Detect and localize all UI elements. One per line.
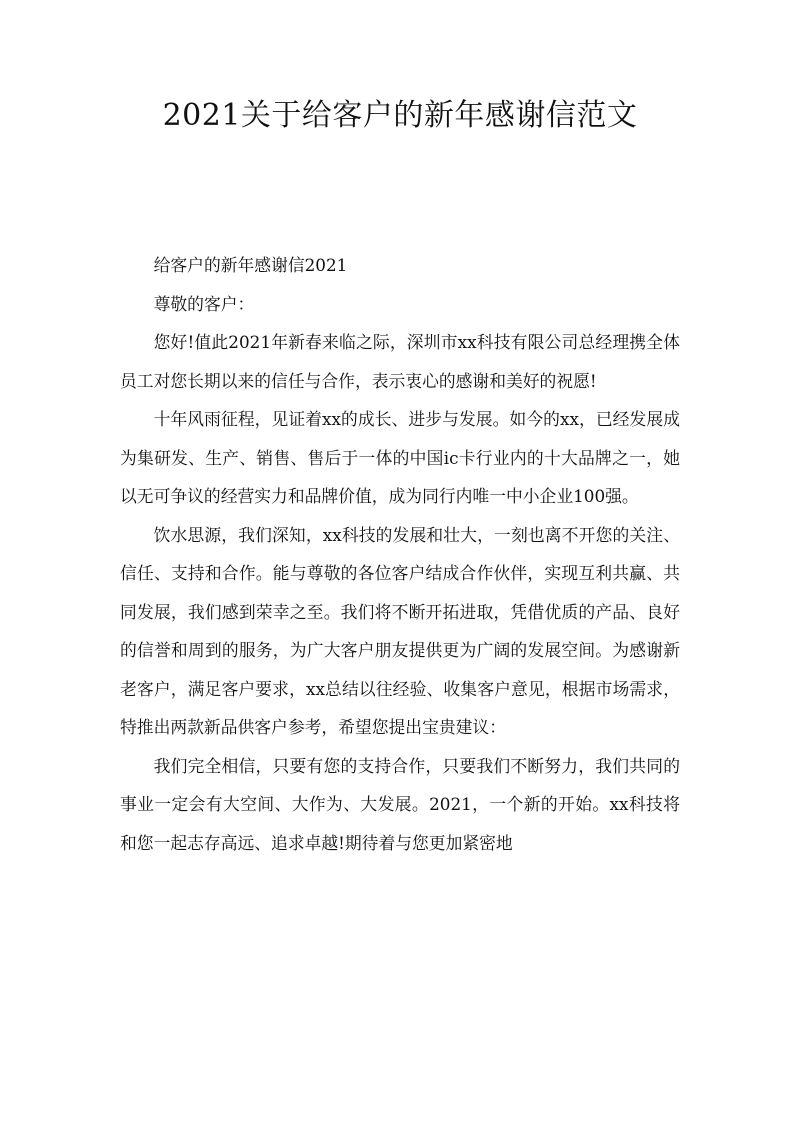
document-title: 2021关于给客户的新年感谢信范文	[162, 98, 638, 133]
paragraph-greeting: 您好!值此2021年新春来临之际，深圳市xx科技有限公司总经理携全体员工对您长期以来的信任与合作，表示衷心的感谢和美好的祝愿!	[120, 332, 680, 391]
paragraph-history: 十年风雨征程，见证着xx的成长、进步与发展。如今的xx，已经发展成为集研发、生产、销售、售后于一体的中国ic卡行业内的十大品牌之一，她以无可争议的经营实力和品牌价值，成为同行内唯一中小企业100强。	[120, 409, 680, 506]
paragraph-gratitude: 饮水思源，我们深知，xx科技的发展和壮大，一刻也离不开您的关注、信任、支持和合作。能与尊敬的各位客户结成合作伙伴，实现互利共赢、共同发展，我们感到荣幸之至。我们将不断开拓进取，凭借优质的产品、良好的信誉和周到的服务，为广大客户朋友提供更为广阔的发展空间。为感谢新老客户，满足客户要求，xx总结以往经验、收集客户意见，根据市场需求，特推出两款新品供客户参考，希望您提出宝贵建议：	[120, 524, 680, 737]
salutation: 尊敬的客户：	[153, 293, 255, 314]
letter-body	[120, 246, 680, 862]
paragraph-outlook: 我们完全相信，只要有您的支持合作，只要我们不断努力，我们共同的事业一定会有大空间、大作为、大发展。2021，一个新的开始。xx科技将和您一起志存高远、追求卓越!期待着与您更加紧密地	[120, 755, 680, 853]
letter-heading-line: 给客户的新年感谢信2021	[153, 255, 348, 275]
